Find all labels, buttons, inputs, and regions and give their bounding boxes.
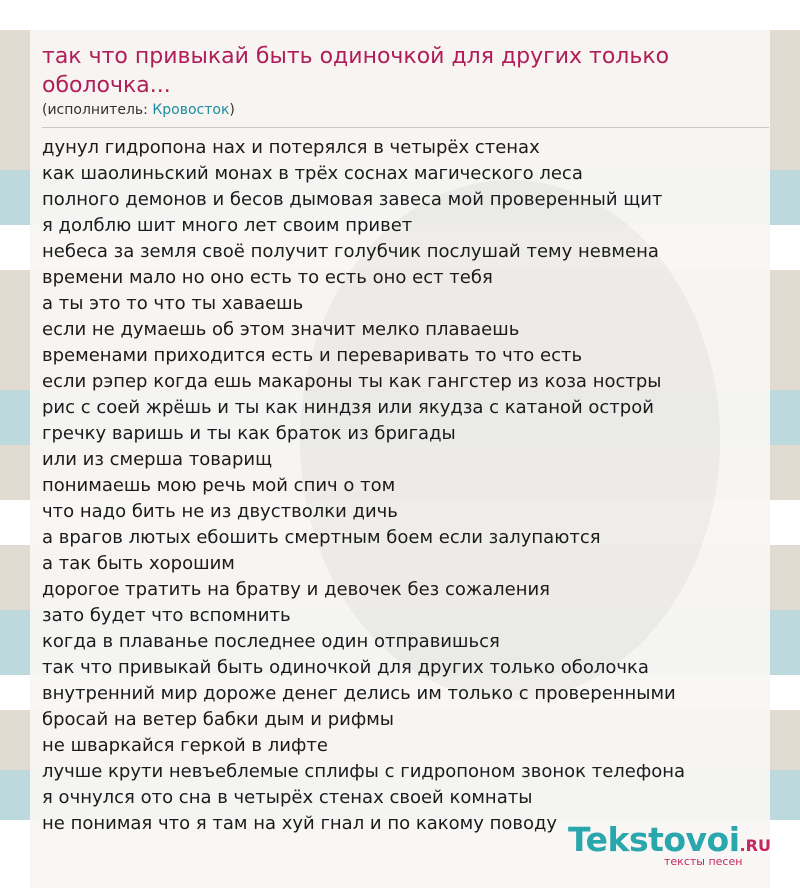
lyric-line: рис с соей жрёшь и ты как ниндзя или якудза с катаной острой <box>42 397 654 418</box>
background-stripe <box>0 0 800 30</box>
logo-domain: .RU <box>739 836 771 855</box>
lyric-line: полного демонов и бесов дымовая завеса мой проверенный щит <box>42 189 663 210</box>
lyric-line: не понимая что я там на хуй гнал и по какому поводу <box>42 813 558 834</box>
logo-tagline: тексты песен <box>664 855 743 868</box>
page-title: так что привыкай быть одиночкой для других только оболочка... <box>42 44 670 98</box>
lyric-line: когда в плаванье последнее один отправишься <box>42 631 500 652</box>
artist-suffix: ) <box>229 102 235 118</box>
artist-link[interactable]: Кровосток <box>152 102 230 118</box>
lyric-line: временами приходится есть и переваривать то что есть <box>42 345 583 366</box>
tekstovoi-logo[interactable] <box>568 820 771 870</box>
lyric-line: понимаешь мою речь мой спич о том <box>42 475 396 496</box>
lyric-line: дорогое тратить на братву и девочек без сожаления <box>42 579 551 600</box>
lyric-line: бросай на ветер бабки дым и рифмы <box>42 709 395 730</box>
lyric-line: дунул гидропона нах и потерялся в четырёх стенах <box>42 137 540 158</box>
lyric-line: а врагов лютых ебошить смертным боем если залупаются <box>42 527 601 548</box>
lyric-line: или из смерша товарищ <box>42 449 273 470</box>
lyric-line: не шваркайся геркой в лифте <box>42 735 328 756</box>
lyric-line: зато будет что вспомнить <box>42 605 291 626</box>
divider <box>42 127 769 128</box>
lyric-line: внутренний мир дороже денег делись им только с проверенными <box>42 683 676 704</box>
artist-line <box>42 102 235 118</box>
lyric-line: а так быть хорошим <box>42 553 235 574</box>
lyrics-list <box>42 135 685 837</box>
lyric-line: я очнулся ото сна в четырёх стенах своей комнаты <box>42 787 533 808</box>
lyric-line: если не думаешь об этом значит мелко плаваешь <box>42 319 520 340</box>
lyric-line: времени мало но оно есть то есть оно ест тебя <box>42 267 493 288</box>
artist-prefix: (исполнитель: <box>42 102 153 118</box>
lyric-line: я долблю шит много лет своим привет <box>42 215 413 236</box>
lyric-line: лучше крути невъеблемые сплифы с гидропоном звонок телефона <box>42 761 686 782</box>
lyric-line: гречку варишь и ты как браток из бригады <box>42 423 456 444</box>
lyric-line: что надо бить не из двустволки дичь <box>42 501 398 522</box>
lyric-line: как шаолиньский монах в трёх соснах магического леса <box>42 163 583 184</box>
lyric-line: так что привыкай быть одиночкой для других только оболочка <box>42 657 649 678</box>
lyric-line: если рэпер когда ешь макароны ты как гангстер из коза ностры <box>42 371 662 392</box>
lyric-line: небеса за земля своё получит голубчик послушай тему невмена <box>42 241 659 262</box>
logo-name: Tekstovoi <box>568 820 740 859</box>
lyric-line: а ты это то что ты хаваешь <box>42 293 304 314</box>
